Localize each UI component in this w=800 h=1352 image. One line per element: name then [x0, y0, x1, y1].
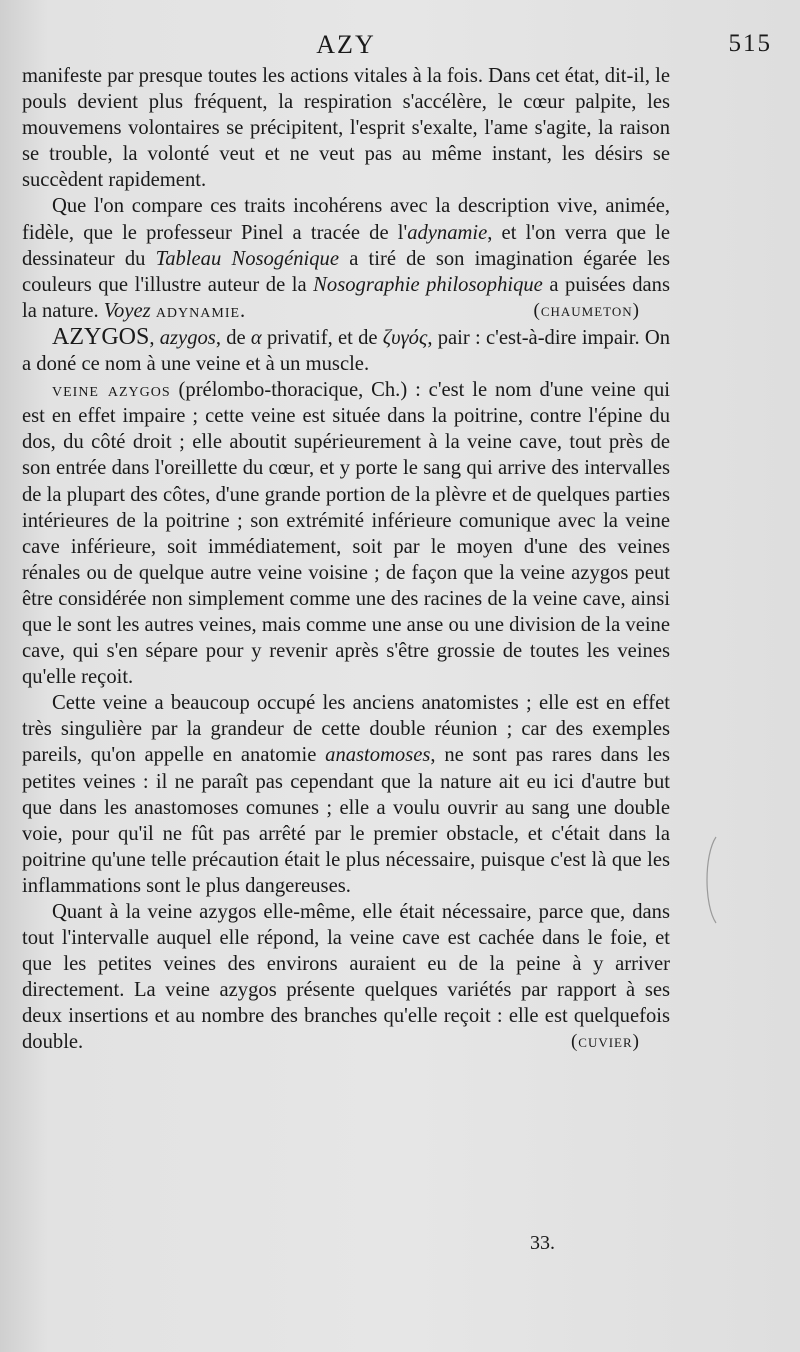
subentry-heading: veine azygos	[52, 379, 171, 402]
paragraph-3	[22, 324, 670, 377]
paragraph-6	[22, 899, 670, 1056]
italic-term: azygos	[159, 326, 216, 349]
paragraph-1: manifeste par presque toutes les actions vitales à la fois. Dans cet état, dit-il, le pouls devient plus fréquent, la respiration s'accélère, le cœur palpite, les mouvemens volontaires se précipitent, l'esprit s'exalte, l'ame s'agite, la raison se trouble, la volonté veut et ne veut pas au même instant, les désirs se succèdent rapidement.	[22, 65, 670, 192]
text-run: Que l'on compare ces traits incohérens avec la description vive, animée, fidèle, que le professeur Pinel a tracée de l'	[22, 195, 670, 244]
paragraph-2	[22, 193, 670, 323]
author-signature: (cuvier)	[570, 1031, 640, 1053]
text-run: , de	[215, 326, 251, 349]
italic-term: Voyez	[103, 299, 151, 322]
text-run: , et l'on verra que le dessinateur du	[22, 221, 670, 270]
italic-term: anastomoses	[325, 744, 431, 767]
italic-term: Nosographie philosophique	[313, 273, 543, 296]
greek-term: ζυγός	[382, 326, 428, 349]
text-run: ,	[149, 326, 160, 349]
page-number: 515	[728, 30, 772, 57]
page-header	[22, 30, 772, 62]
text-run: privatif, et de	[261, 326, 383, 349]
running-head: AZY	[316, 30, 376, 59]
cross-reference: adynamie.	[155, 299, 247, 322]
text-run: Quant à la veine azygos elle-même, elle était nécessaire, parce que, dans tout l'intervalle auquel elle répond, la veine cave est cachée dans le foie, et que les petites veines des environs auraient eu de la peine à y arriver directement. La veine azygos présente quelques variétés par rapport à ses deux insertions et au nombre des branches qu'elle reçoit : elle est quelquefois double.	[22, 901, 670, 1054]
author-signature: (chaumeton)	[533, 299, 640, 321]
italic-term: adynamie	[407, 221, 488, 244]
margin-bracket-mark	[700, 835, 720, 925]
entry-headword: AZYGOS	[52, 323, 150, 350]
text-run: a puisées dans la nature.	[22, 273, 670, 322]
text-run: (prélombo-thoracique, Ch.) : c'est le nom d'une veine qui est en effet impaire ; cette veine est située dans la poitrine, contre l'épine du dos, du côté droit ; elle aboutit supérieurement à la veine cave, tout près de son entrée dans l'oreillette du cœur, et y porte le sang qui arrive des intervalles de la plupart des côtes, d'une grande portion de la plèvre et de quelques parties intérieures de la poitrine ; son extrémité inférieure comunique avec la veine cave inférieure, soit immédiatement, soit par le moyen d'une des veines rénales ou de quelque autre veine voisine ; de façon que la veine azygos peut être considérée non simplement comme une des racines de la veine cave, ainsi que le sont les autres veines, mais comme une anse ou une division de la veine cave, qui s'en sépare pour y revenir après s'être grossie de toutes les veines qu'elle reçoit.	[22, 379, 670, 689]
signature-mark: 33.	[530, 1232, 555, 1254]
paragraph-4	[22, 377, 670, 690]
text-run: , pair : c'est-à-dire impair. On a doné ce nom à une veine et à un muscle.	[22, 326, 671, 376]
greek-term: α	[250, 326, 262, 349]
text-run: a tiré de son imagination égarée les couleurs que l'illustre auteur de la	[22, 247, 670, 296]
paragraph-5	[22, 690, 670, 899]
italic-term: Tableau Nosogénique	[155, 247, 339, 270]
text-run: , ne sont pas rares dans les petites veines : il ne paraît pas cependant que la nature ait eu ici d'autre but que dans les anastomoses comunes ; elle a voulu ouvrir au sang une double voie, pour qu'il ne fût pas arrêté par le premier obstacle, et c'était dans la poitrine qu'une telle précaution était le plus nécessaire, puisque c'est là que les inflammations sont le plus dangereuses.	[22, 744, 670, 897]
text-run: Cette veine a beaucoup occupé les anciens anatomistes ; elle est en effet très singulière par la grandeur de cette double réunion ; car des exemples pareils, qu'on appelle en anatomie	[22, 692, 670, 767]
body-text	[22, 63, 670, 1056]
